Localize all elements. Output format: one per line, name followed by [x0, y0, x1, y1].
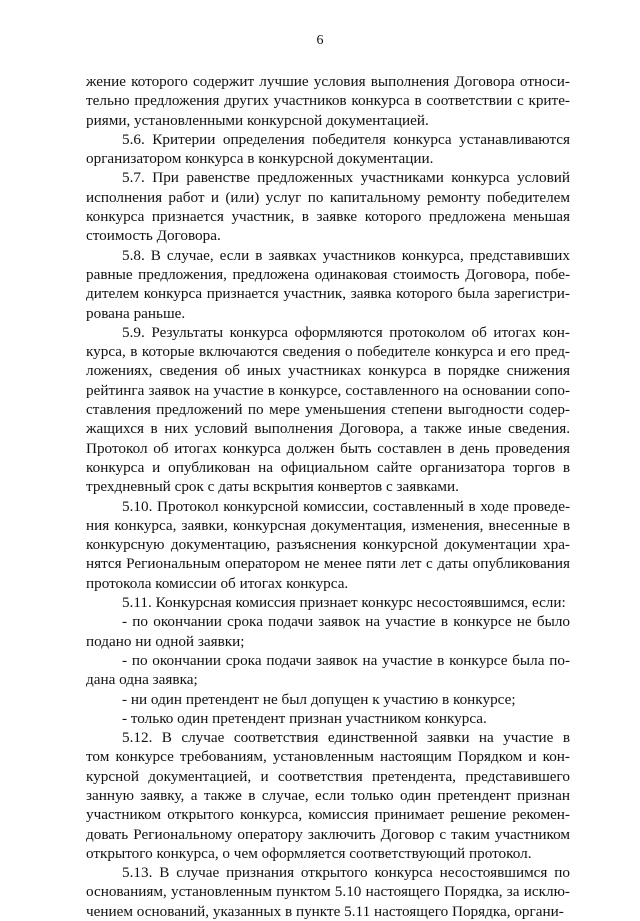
- text-line: - только один претендент признан участником конкурса.: [122, 709, 487, 727]
- text-line: рована раньше.: [86, 304, 186, 322]
- text-line: ложениях, сведения об иных участниках конкурса в порядке снижения: [86, 362, 570, 380]
- document-body: [86, 72, 570, 921]
- paragraph-p-5-11-b: [86, 651, 570, 690]
- text-line: занную заявку, а также в случае, если только один претендент признан: [86, 786, 570, 804]
- text-line: конкурса и опубликован на официальном сайте организатора торгов в: [86, 458, 570, 476]
- text-line: 5.11. Конкурсная комиссия признает конкурс несостоявшимся, если:: [122, 594, 566, 612]
- text-line: тельно предложения других участников конкурса в соответствии с крите-: [86, 92, 570, 110]
- text-line: рейтинга заявок на участие в конкурсе, составленного на основании сопо-: [86, 381, 570, 399]
- text-line: 5.12. В случае соответствия единственной заявки на участие в: [122, 729, 570, 747]
- text-line: курса, в которые включаются сведения о победителе конкурса и его пред-: [86, 343, 570, 361]
- text-line: 5.6. Критерии определения победителя конкурса устанавливаются: [122, 130, 570, 148]
- text-line: курсной документацией, и соответствия претендента, представившего: [86, 767, 570, 785]
- text-line: подано ни одной заявки;: [86, 632, 245, 650]
- text-line: равные предложения, предложена одинаковая стоимость Договора, побе-: [86, 265, 570, 283]
- text-line: риями, установленными конкурсной документацией.: [86, 111, 429, 129]
- paragraph-p-cont: [86, 72, 570, 130]
- text-line: - по окончании срока подачи заявок на участие в конкурсе была по-: [122, 651, 570, 669]
- text-line: чением оснований, указанных в пункте 5.11 настоящего Порядка, органи-: [86, 902, 564, 920]
- text-line: нятся Региональным оператором не менее пяти лет с даты опубликования: [86, 555, 570, 573]
- text-line: 5.8. В случае, если в заявках участников конкурса, представивших: [122, 246, 570, 264]
- text-line: - ни один претендент не был допущен к участию в конкурсе;: [122, 690, 516, 708]
- text-line: конкурса признается участник, в заявке которого предложена меньшая: [86, 208, 570, 226]
- paragraph-p-5-9: [86, 323, 570, 497]
- paragraph-p-5-11: [86, 593, 570, 612]
- text-line: дителем конкурса признается участник, заявка которого была зарегистри-: [86, 285, 570, 303]
- text-line: ния конкурса, заявки, конкурсная документация, изменения, внесенные в: [86, 516, 570, 534]
- text-line: том конкурсе требованиям, установленным настоящим Порядком и кон-: [86, 748, 570, 766]
- text-line: жение которого содержит лучшие условия выполнения Договора относи-: [86, 73, 570, 90]
- text-line: ставления предложений по мере уменьшения степени выгодности содер-: [86, 401, 570, 419]
- paragraph-p-5-11-a: [86, 612, 570, 651]
- text-line: довать Региональному оператору заключить Договор с таким участником: [86, 825, 570, 843]
- text-line: 5.9. Результаты конкурса оформляются протоколом об итогах кон-: [122, 323, 570, 341]
- text-line: конкурсную документацию, разъяснения конкурсной документации хра-: [86, 536, 570, 554]
- text-line: организатором конкурса в конкурсной документации.: [86, 150, 434, 168]
- text-line: 5.13. В случае признания открытого конкурса несостоявшимся по: [122, 864, 570, 882]
- paragraph-p-5-10: [86, 497, 570, 593]
- paragraph-p-5-6: [86, 130, 570, 169]
- text-line: Протокол об итогах конкурса должен быть составлен в день проведения: [86, 439, 570, 457]
- paragraph-p-5-13: [86, 863, 570, 921]
- paragraph-p-5-7: [86, 168, 570, 245]
- text-line: протокола комиссии об итогах конкурса.: [86, 574, 349, 592]
- paragraph-p-5-11-d: [86, 709, 570, 728]
- paragraph-p-5-8: [86, 246, 570, 323]
- text-line: - по окончании срока подачи заявок на участие в конкурсе не было: [122, 613, 570, 631]
- paragraph-p-5-12: [86, 728, 570, 863]
- text-line: участником открытого конкурса, комиссия принимает решение рекомен-: [86, 806, 570, 824]
- text-line: дана одна заявка;: [86, 671, 198, 689]
- text-line: трехдневный срок с даты вскрытия конвертов с заявками.: [86, 478, 459, 496]
- page-number: 6: [316, 33, 324, 48]
- text-line: основаниям, установленным пунктом 5.10 настоящего Порядка, за исклю-: [86, 883, 570, 901]
- text-line: исполнения работ и (или) услуг по капитальному ремонту победителем: [86, 188, 570, 206]
- text-line: 5.10. Протокол конкурсной комиссии, составленный в ходе проведе-: [122, 497, 570, 515]
- paragraph-p-5-11-c: [86, 690, 570, 709]
- text-line: жащихся в них условий выполнения Договора, а также иные сведения.: [86, 420, 570, 438]
- text-line: стоимость Договора.: [86, 227, 221, 245]
- text-line: открытого конкурса, о чем оформляется соответствующий протокол.: [86, 844, 532, 862]
- text-line: 5.7. При равенстве предложенных участниками конкурса условий: [122, 169, 570, 187]
